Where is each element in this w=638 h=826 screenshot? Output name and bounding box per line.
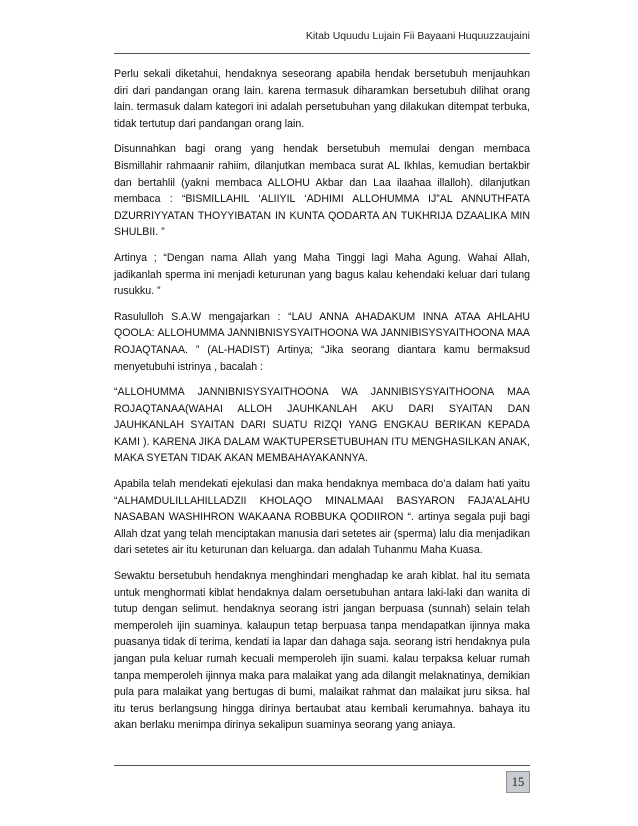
footer-divider [114, 765, 530, 766]
paragraph-hadith-meaning: “ALLOHUMMA JANNIBNISYSYAITHOONA WA JANNIBISYSYAITHOONA MAA ROJAQTANAA(WAHAI ALLOH JAUHKANLAH AKU DARI SYAITAN DAN JAUHKANLAH SYAITAN DARI SUATU RIZQI YANG ENGKAU BERIKAN KEPADA KAMI ). KARENA JIKA DALAM WAKTUPERSETUBUHAN ITU MENGHASILKAN ANAK, MAKA SYETAN TIDAK AKAN MEMBAHAYAKANNYA. [114, 386, 530, 465]
header-divider [114, 53, 530, 54]
page-number-badge: 15 [506, 771, 530, 793]
paragraph-ejaculation-prayer: Apabila telah mendekati ejekulasi dan maka hendaknya membaca do’a dalam hati yaitu “ALHAMDULILLAHILLADZII KHOLAQO MINALMAAI BASYARON FAJA’ALAHU NASABAN WASHIHRON WAKAANA ROBBUKA QODIIRON “. artinya segala puji bagi Allah dzat yang telah menciptakan manusia dari setetes air (sperma) lalu dia menjadikan dari setetes air itu keturunan dan keluarga. dan adalah Tuhanmu Maha Kuasa. [114, 478, 530, 557]
paragraph-prayer-meaning: Artinya ; “Dengan nama Allah yang Maha Tinggi lagi Maha Agung. Wahai Allah, jadikanlah sperma ini menjadi keturunan yang bagus kalau kehendaki keluar dari tulang rusukku. ” [114, 251, 530, 298]
paragraph-etiquette: Sewaktu bersetubuh hendaknya menghindari menghadap ke arah kiblat. hal itu semata untuk menghormati kiblat hendaknya dalam oersetubuhan antara laki-laki dan wanita di tutup dengan selimut. hendaknya seorang istri jangan berpuasa (sunnah) selain telah memperoleh ijin suaminya. kalaupun tetap berpuasa tanpa mendapatkan ijinnya maka puasanya tidak di terima, kendati ia lapar dan dahaga saja. seorang istri hendaknya pula jangan pula keluar rumah kecuali memperoleh ijin suami. kalau terpaksa keluar rumah tanpa memperoleh ijinnya maka para malaikat yang ada dilangit melaknatinya, demikian pula para malaikat yang bertugas di bumi, malaikat rahmat dan malaikat juru siksa. hal itu terus berlangsung hingga dirinya bertaubat atau kembali kerumahnya. bahaya itu akan berlaku menimpa dirinya sekalipun suaminya seorang yang aniaya. [114, 570, 530, 732]
body-text [114, 66, 530, 743]
paragraph-hadith: Rasululloh S.A.W mengajarkan : “LAU ANNA AHADAKUM INNA ATAA AHLAHU QOOLA: ALLOHUMMA JANNIBNISYSYAITHOONA WA JANNIBISYSYAITHOONA MAA ROJAQTANAA. ” (AL-HADIST) Artinya; “Jika seorang diantara kamu bermaksud menyetubuhi istrinya , bacalah : [114, 310, 530, 373]
paragraph-privacy: Perlu sekali diketahui, hendaknya seseorang apabila hendak bersetubuh menjauhkan diri dari pandangan orang lain. karena termasuk diharamkan bersetubuh dilihat orang lain. termasuk dalam kategori ini adalah persetubuhan yang dilakukan ditempat terbuka, tidak tertutup dari pandangan orang lain. [114, 68, 530, 130]
paragraph-prayer-before: Disunnahkan bagi orang yang hendak bersetubuh memulai dengan membaca Bismillahir rahmaanir rahiim, dilanjutkan membaca surat AL Ikhlas, kemudian bertakbir dan bertahlil (yakni membaca ALLOHU Akbar dan Laa ilaahaa illalloh). dilanjutkan membaca : “BISMILLAHIL ‘ALIIYIL ‘ADHIMI ALLOHUMMA IJ”AL ANNUTHFATA DZURRIYYATAN THOYYIBATAN IN KUNTA QODARTA AN TUKHRIJA DZAALIKA MIN SHULBII. ” [114, 143, 530, 239]
running-header: Kitab Uquudu Lujain Fii Bayaani Huquuzzaujaini [305, 30, 530, 42]
